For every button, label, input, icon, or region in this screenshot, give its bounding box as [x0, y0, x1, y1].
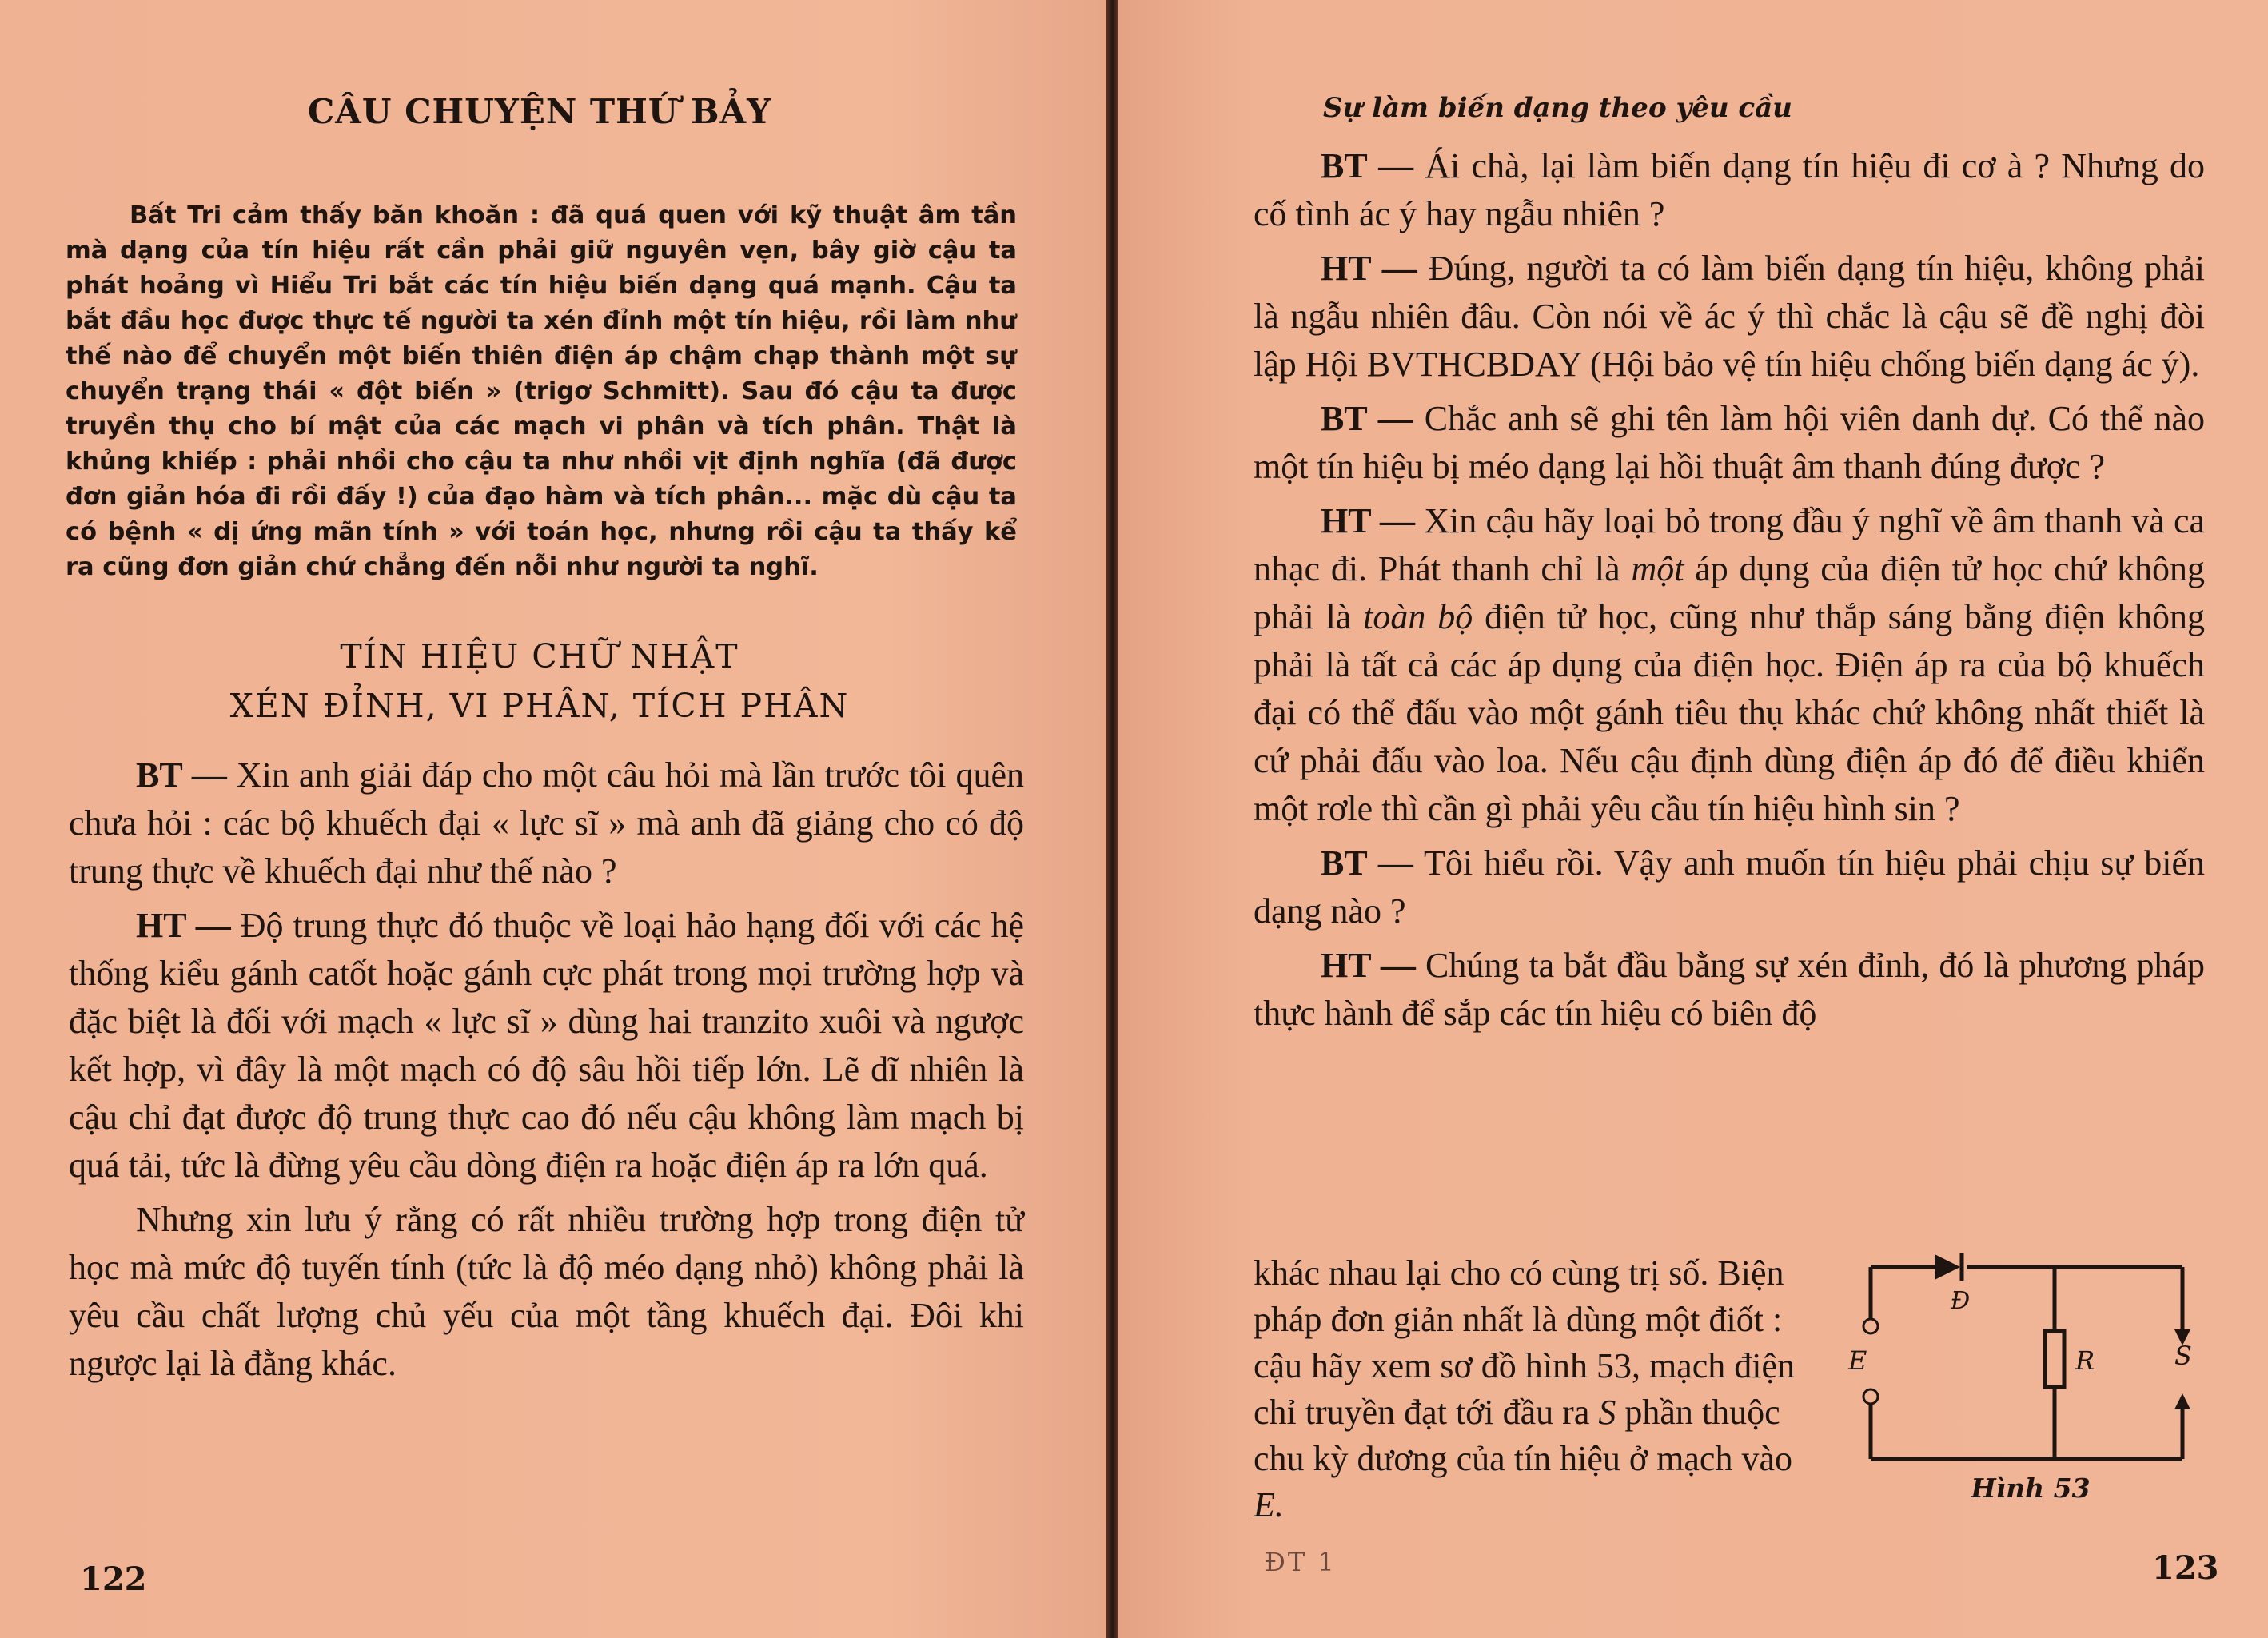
- section-heading-line-1: TÍN HIỆU CHỮ NHẬT: [340, 637, 739, 676]
- circuit-diagram: [1839, 1243, 2222, 1507]
- paragraph-text: phần thuộc chu kỳ dương của tín hiệu ở mạch vào: [1254, 1393, 1792, 1478]
- paragraph-text: Xin anh giải đáp cho một câu hỏi mà lần trước tôi quên chưa hỏi : các bộ khuếch đại « lực sĩ » mà anh đã giảng cho có độ trung thực về khuếch đại như thế nào ?: [69, 755, 1024, 891]
- right-body: [1254, 142, 2205, 1044]
- left-body: [69, 751, 1024, 1394]
- signature-mark: ĐT 1: [1265, 1547, 1337, 1577]
- running-title: Sự làm biến dạng theo yêu cầu: [1323, 92, 1792, 124]
- paragraph-text: khác nhau lại cho có cùng trị số. Biện pháp đơn giản nhất là dùng một điốt : cậu hãy xem sơ đồ hình 53, mạch điện chỉ truyền đạt tới đầu ra: [1254, 1253, 1795, 1432]
- paragraph-text: áp dụng của điện tử học chứ không phải là: [1254, 549, 2205, 636]
- arrow-up-icon: [2174, 1393, 2190, 1409]
- input-label: E: [1848, 1345, 1867, 1376]
- resistor-label: R: [2075, 1345, 2095, 1376]
- resistor-symbol: [2045, 1331, 2064, 1387]
- paragraph-text: điện tử học, cũng như thắp sáng bằng điện không phải là tất cả các áp dụng của điện học. Điện áp ra của bộ khuếch đại có thể đấu vào một gánh tiêu thụ khác chứ không nhất thiết là cứ phải đấu vào loa. Nếu cậu định dùng điện áp đó để điều khiển một rơle thì cần gì phải yêu cầu tín hiệu hình sin ?: [1254, 597, 2206, 828]
- paragraph-text: Đúng, người ta có làm biến dạng tín hiệu, không phải là ngẫu nhiên đâu. Còn nói về ác ý thì chắc là cậu sẽ đề nghị đòi lập Hội BVTHCBDAY (Hội bảo vệ tín hiệu chống biến dạng ác ý).: [1254, 249, 2205, 384]
- speaker-label: HT —: [136, 906, 231, 945]
- speaker-label: HT —: [1321, 249, 1417, 288]
- speaker-label: BT —: [1321, 843, 1413, 883]
- paragraph-text: Ái chà, lại làm biến dạng tín hiệu đi cơ à ? Nhưng do cố tình ác ý hay ngẫu nhiên ?: [1254, 146, 2205, 233]
- diode-label: Đ: [1951, 1287, 1971, 1315]
- chapter-heading: CÂU CHUYỆN THỨ BẢY: [307, 92, 772, 131]
- input-terminal: [1863, 1389, 1878, 1404]
- section-heading-line-2: XÉN ĐỈNH, VI PHÂN, TÍCH PHÂN: [229, 687, 850, 725]
- paragraph-text: Chúng ta bắt đầu bằng sự xén đỉnh, đó là phương pháp thực hành để sắp các tín hiệu có biên độ: [1254, 946, 2205, 1033]
- chapter-intro: Bất Tri cảm thấy băn khoăn : đã quá quen với kỹ thuật âm tần mà dạng của tín hiệu rất cần phải giữ nguyên vẹn, bây giờ cậu ta phát hoảng vì Hiểu Tri bắt các tín hiệu biến dạng quá mạnh. Cậu ta bắt đầu học được thực tế người ta xén đỉnh một tín hiệu, rồi làm như thế nào để chuyển một biến thiên điện áp chậm chạp thành một sự chuyển trạng thái « đột biến » (trigơ Schmitt). Sau đó cậu ta được truyền thụ cho bí mật của các mạch vi phân và tích phân. Thật là khủng khiếp : phải nhồi cho cậu ta như nhồi vịt định nghĩa (đã được đơn giản hóa đi rồi đấy !) của đạo hàm và tích phân... mặc dù cậu ta có bệnh « dị ứng mãn tính » với toán học, nhưng rồi cậu ta thấy kể ra cũng đơn giản chứ chẳng đến nỗi như người ta nghĩ.: [66, 201, 1017, 581]
- page-number-left: 122: [80, 1560, 147, 1598]
- emphasis: toàn bộ: [1363, 597, 1473, 636]
- section-heading: [96, 632, 983, 731]
- emphasis: E.: [1254, 1485, 1284, 1524]
- emphasis: S: [1598, 1393, 1616, 1432]
- wrapped-paragraph: [1254, 1250, 1813, 1528]
- speaker-label: HT —: [1321, 946, 1416, 985]
- dialogue-paragraph: [1254, 839, 2205, 935]
- dialogue-paragraph: [69, 902, 1024, 1190]
- page-number-right: 123: [2152, 1549, 2219, 1587]
- paragraph-text: Tôi hiểu rồi. Vậy anh muốn tín hiệu phải chịu sự biến dạng nào ?: [1254, 843, 2205, 931]
- speaker-label: BT —: [1321, 146, 1414, 185]
- dialogue-paragraph: [69, 1196, 1024, 1388]
- emphasis: một: [1631, 549, 1684, 588]
- dialogue-paragraph: [1254, 142, 2205, 238]
- speaker-label: BT —: [1321, 399, 1413, 438]
- speaker-label: BT —: [136, 755, 227, 795]
- paragraph-text: Xin cậu hãy loại bỏ trong đầu ý nghĩ về âm thanh và ca nhạc đi. Phát thanh chỉ là: [1254, 501, 2206, 588]
- paragraph-text: Độ trung thực đó thuộc về loại hảo hạng đối với các hệ thống kiểu gánh catốt hoặc gánh cực phát trong mọi trường hợp và đặc biệt là đối với mạch « lực sĩ » dùng hai tranzito xuôi và ngược kết hợp, vì đây là một mạch có độ sâu hồi tiếp lớn. Lẽ dĩ nhiên là cậu chỉ đạt được độ trung thực cao đó nếu cậu không làm mạch bị quá tải, tức là đừng yêu cầu dòng điện ra hoặc điện áp ra lớn quá.: [69, 906, 1024, 1185]
- dialogue-paragraph: [1254, 395, 2205, 491]
- dialogue-paragraph: [1254, 497, 2205, 833]
- input-terminal: [1863, 1319, 1878, 1333]
- paragraph-text: Chắc anh sẽ ghi tên làm hội viên danh dự. Có thể nào một tín hiệu bị méo dạng lại hồi thuật âm thanh đúng được ?: [1254, 399, 2206, 486]
- output-label: S: [2174, 1341, 2192, 1371]
- left-page: [0, 0, 1111, 1638]
- dialogue-paragraph: [1254, 245, 2205, 389]
- diode-symbol: [1935, 1254, 1960, 1280]
- dialogue-paragraph: [1254, 942, 2205, 1038]
- dialogue-paragraph: [69, 751, 1024, 895]
- figure-caption: Hình 53: [1971, 1473, 2091, 1504]
- speaker-label: HT —: [1321, 501, 1416, 540]
- paragraph-text: Nhưng xin lưu ý rằng có rất nhiều trường hợp trong điện tử học mà mức độ tuyến tính (tức là độ méo dạng nhỏ) không phải là yêu cầu chất lượng chủ yếu của một tầng khuếch đại. Đôi khi ngược lại là đằng khác.: [69, 1200, 1024, 1383]
